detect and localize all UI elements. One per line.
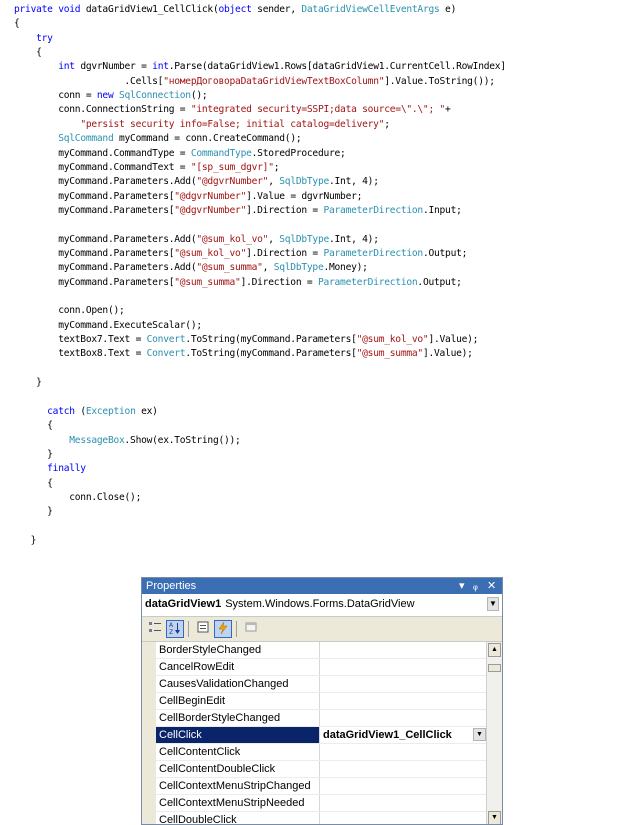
events-grid [142,642,488,825]
code-token: SqlDbType [279,176,329,188]
row-margin [142,693,156,710]
event-handler-value[interactable] [320,676,488,692]
properties-window [141,577,503,825]
code-token: myCommand.Parameters.Add( [14,176,197,188]
code-token: ex) [135,405,158,417]
event-handler-value[interactable] [320,795,488,811]
code-token: .Money); [323,262,368,274]
code-token: myCommand.ExecuteScalar(); [14,319,202,331]
svg-text:A: A [169,622,174,629]
code-token: "[sp_sum_dgvr]" [190,161,274,173]
code-line [14,449,53,461]
code-token: object [218,4,252,15]
code-token [14,33,36,44]
code-token: conn.ConnectionString = [14,104,191,116]
code-line [14,262,368,274]
code-token: .ToString(myCommand.Parameters[ [185,348,357,360]
code-token: "@sum_summa" [196,262,263,274]
categorized-icon[interactable] [146,620,164,638]
code-line [14,162,279,174]
code-token: ParameterDirection [323,247,423,259]
code-token: ].Value.ToString()); [384,75,495,87]
properties-icon[interactable] [194,620,212,638]
row-margin [142,727,156,744]
code-line [14,277,462,289]
event-handler-value[interactable] [320,761,488,777]
code-token [14,119,80,130]
code-token: myCommand.CommandType = [14,147,191,159]
toolbar-separator [188,621,189,637]
code-token: myCommand.Parameters.Add( [14,233,197,245]
code-token: Convert [146,348,186,360]
event-row[interactable] [142,778,488,795]
toolbar-separator [236,621,237,637]
code-token: conn = [14,90,97,102]
row-margin [142,676,156,693]
code-line [14,435,241,447]
code-token: Exception [85,405,136,417]
code-token: .ToString(myCommand.Parameters[ [185,334,357,346]
code-token: conn.Open(); [14,305,125,317]
event-name: CancelRowEdit [156,659,320,675]
handler-dropdown-icon[interactable]: ▼ [473,728,486,741]
event-handler-value[interactable] [320,659,488,675]
code-token: myCommand.CommandText = [14,161,191,173]
event-row[interactable] [142,659,488,676]
code-token: .Show(ex.ToString()); [124,434,241,446]
code-line [14,305,125,317]
code-line [14,47,42,59]
code-token: ; [273,161,280,173]
code-line [14,104,451,116]
row-margin [142,659,156,676]
event-name: CellBorderStyleChanged [156,710,320,726]
event-handler-text: dataGridView1_CellClick [323,729,452,741]
event-name: CellBeginEdit [156,693,320,709]
code-token: } [14,534,37,546]
row-margin [142,812,156,825]
code-token: } [14,506,53,518]
event-name: BorderStyleChanged [156,642,320,658]
code-token: "persist security info=False; initial catalog=delivery" [80,118,385,130]
code-token: .Cells[ [14,75,164,87]
code-token: try [36,32,53,44]
event-handler-value[interactable] [320,778,488,794]
svg-text:Z: Z [169,629,174,635]
code-token: ParameterDirection [323,204,423,216]
code-token: textBox7.Text = [14,334,147,346]
code-token: ; [384,118,390,130]
event-row[interactable] [142,642,488,659]
code-token: int [58,61,75,73]
code-line [14,18,20,30]
code-token: SqlDbType [273,262,324,274]
code-token: void [58,4,81,15]
code-token: + [445,104,451,116]
code-token: { [14,47,42,59]
code-token: myCommand.Parameters[ [14,204,175,216]
code-line [14,406,158,418]
vertical-scrollbar[interactable] [486,642,502,825]
code-token [14,133,58,144]
code-token: dgvrNumber = [74,61,153,73]
code-token: "номерДоговораDataGridViewTextBoxColumn" [163,75,385,87]
event-row[interactable] [142,727,488,744]
code-token: conn.Close(); [14,491,142,503]
code-line [14,492,141,504]
event-row[interactable] [142,676,488,693]
code-token: .Output; [417,276,462,288]
code-token: myCommand.Parameters[ [14,276,175,288]
event-handler-value[interactable] [320,710,488,726]
event-name: CellDoubleClick [156,812,320,825]
code-token: ].Direction = [240,276,318,288]
code-token: "@sum_kol_vo" [196,233,269,245]
code-token: .Int, 4); [329,233,379,245]
event-row[interactable] [142,761,488,778]
close-icon[interactable]: ✕ [487,580,497,592]
code-token: SqlCommand [58,133,114,145]
code-token: } [14,448,53,460]
code-token: myCommand.Parameters[ [14,190,175,202]
code-token: ].Value); [422,348,473,360]
code-token: "@dgvrNumber" [174,190,247,202]
code-token: } [14,377,42,389]
code-line [14,61,506,73]
code-token [14,61,58,72]
event-name: CellContextMenuStripNeeded [156,795,320,811]
code-token: SqlConnection [119,90,191,102]
code-token: { [14,420,53,432]
properties-toolbar [142,617,502,642]
alphabetical-icon[interactable] [166,620,184,638]
scroll-down-icon[interactable]: ▼ [488,811,501,825]
code-token: { [14,477,53,489]
selected-object-name: dataGridView1 [145,598,222,610]
code-token: ParameterDirection [317,276,418,288]
row-margin [142,778,156,795]
code-token: dataGridView1_CellClick( [80,4,219,15]
code-line [14,348,473,360]
code-token: ].Direction = [246,204,324,216]
code-line [14,176,379,188]
code-line [14,148,346,160]
code-line [14,191,362,203]
code-token: "@sum_kol_vo" [356,334,429,346]
code-line [14,506,53,518]
event-row[interactable] [142,795,488,812]
code-line [14,119,390,131]
code-token [14,406,47,417]
code-token: ].Direction = [246,247,324,259]
code-token: "@sum_kol_vo" [174,247,247,259]
event-handler-value[interactable] [320,642,488,658]
code-token: "integrated security=SSPI;data source=\".\"; " [190,104,446,116]
code-token: ].Value = dgvrNumber; [246,190,363,202]
event-name: CellContextMenuStripChanged [156,778,320,794]
code-token: .StoredProcedure; [251,147,346,159]
row-margin [142,642,156,659]
window-position-dropdown-icon[interactable]: ▾ [459,580,465,592]
code-token: Convert [146,334,186,346]
code-line [14,33,53,45]
code-token: private [14,4,53,15]
code-token: MessageBox [69,434,125,446]
code-line [14,478,53,490]
event-handler-value[interactable] [320,812,488,825]
code-line [14,234,379,246]
code-token: sender, [251,4,302,15]
code-token: SqlDbType [279,233,329,245]
event-name: CellClick [156,727,320,743]
event-row[interactable] [142,744,488,761]
code-token: catch [47,405,75,417]
code-line [14,205,462,217]
code-token: textBox8.Text = [14,348,147,360]
code-token: ( [74,405,86,417]
properties-title: Properties [146,580,197,592]
event-row[interactable] [142,710,488,727]
code-line [14,76,495,88]
code-token: , [268,176,280,188]
code-line [14,420,53,432]
code-token: "@sum_summa" [174,276,241,288]
code-token: int [152,61,169,73]
property-pages-icon[interactable] [242,620,260,638]
selected-object-type: System.Windows.Forms.DataGridView [225,598,415,610]
pin-icon[interactable]: ᵩ [473,580,478,592]
code-token: .Parse(dataGridView1.Rows[dataGridView1.CurrentCell.RowIndex] [168,61,506,73]
object-selector-dropdown-icon[interactable]: ▼ [487,597,499,611]
row-margin [142,761,156,778]
row-margin [142,744,156,761]
code-token: , [262,262,274,274]
selected-object [145,598,415,610]
code-token: e) [439,4,457,15]
code-token: new [96,90,114,102]
code-line [14,90,207,102]
code-token: "@dgvrNumber" [196,176,269,188]
event-name: CausesValidationChanged [156,676,320,692]
code-token: finally [47,463,86,475]
code-token: ].Value); [428,334,479,346]
object-selector[interactable] [142,594,502,617]
event-row[interactable] [142,693,488,710]
event-row[interactable] [142,812,488,825]
code-line [14,535,36,547]
code-token: .Input; [422,204,462,216]
code-token [14,435,69,446]
event-name: CellContentDoubleClick [156,761,320,777]
code-token [14,463,47,474]
scroll-up-icon[interactable]: ▲ [488,643,501,657]
events-lightning-icon[interactable] [214,620,232,638]
code-line [14,4,456,16]
code-token: .Int, 4); [329,176,379,188]
event-handler-value[interactable] [320,727,488,743]
row-margin [142,795,156,812]
row-margin [142,710,156,727]
code-token: "@sum_summa" [356,348,423,360]
event-name: CellContentClick [156,744,320,760]
code-token: DataGridViewCellEventArgs [301,4,440,15]
code-token: "@dgvrNumber" [174,204,247,216]
code-token: myCommand.Parameters.Add( [14,262,197,274]
code-line [14,133,301,145]
code-token: CommandType [190,147,252,159]
code-token: .Output; [422,247,468,259]
code-token: myCommand = conn.CreateCommand(); [113,133,302,145]
code-line [14,377,42,389]
event-handler-value[interactable] [320,744,488,760]
event-handler-value[interactable] [320,693,488,709]
code-token: myCommand.Parameters[ [14,247,175,259]
code-token: , [268,233,280,245]
scroll-thumb[interactable] [488,664,501,672]
code-token: (); [190,90,208,102]
code-line [14,463,86,475]
code-line [14,248,467,260]
properties-title-bar[interactable] [142,578,502,594]
code-line [14,320,202,332]
code-token: { [14,18,20,30]
code-line [14,334,478,346]
